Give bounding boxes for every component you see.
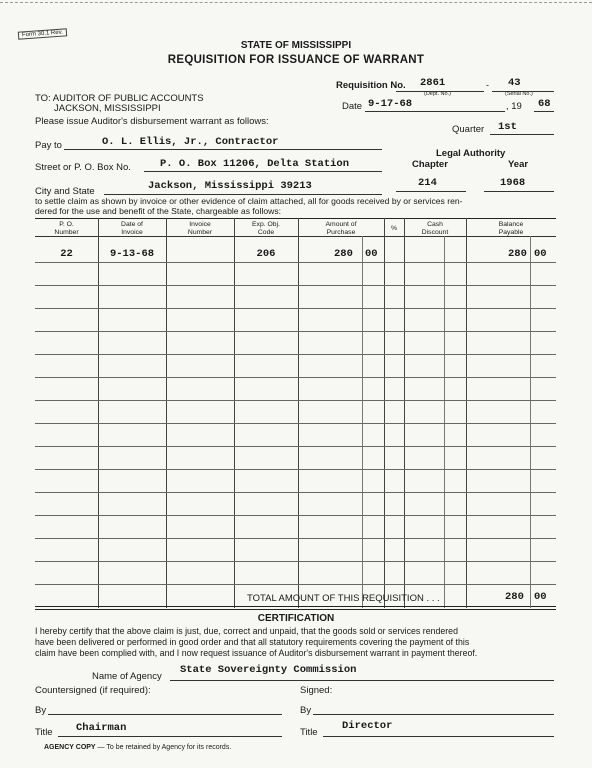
header-percent: % (390, 225, 398, 232)
agency-label: Name of Agency (92, 671, 162, 682)
requisition-label: Requisition No. (336, 80, 406, 91)
agency-value[interactable]: State Sovereignty Commission (180, 664, 357, 676)
settle-text-line1: to settle claim as shown by invoice or other evidence of claim attached, all for goods received by or services ren- (35, 196, 463, 206)
total-cents[interactable]: 00 (534, 591, 547, 603)
city-label: City and State (35, 186, 95, 197)
legal-authority-label: Legal Authority (436, 148, 506, 159)
date-year-prefix: , 19 (506, 101, 522, 112)
header-po-number: P. O. Number (54, 221, 79, 236)
by-right-label: By (300, 705, 312, 716)
footer-rest: — To be retained by Agency for its records. (95, 744, 232, 751)
row-po-number[interactable]: 22 (60, 248, 73, 260)
street-value[interactable]: P. O. Box 11206, Delta Station (160, 158, 350, 170)
serial-number[interactable]: 43 (508, 77, 521, 89)
jackson-line: JACKSON, MISSISSIPPI (54, 103, 161, 114)
dept-no-caption: (Dept. No.) (424, 91, 451, 97)
footer-bold: AGENCY COPY (44, 744, 96, 751)
by-left-line[interactable] (48, 714, 282, 715)
settle-text-line2: dered for the use and benefit of the State, chargeable as follows: (35, 206, 282, 216)
row-amount[interactable]: 280 (334, 248, 353, 260)
city-value[interactable]: Jackson, Mississippi 39213 (148, 180, 312, 192)
date-label: Date (342, 101, 363, 112)
quarter-label: Quarter (452, 124, 485, 135)
row-date-of-invoice[interactable]: 9-13-68 (109, 248, 155, 260)
top-dash-line (0, 2, 592, 3)
countersigned-label: Countersigned (if required): (35, 685, 151, 696)
footer-note (44, 744, 231, 751)
title-right-label: Title (300, 727, 318, 738)
signed-label: Signed: (300, 685, 333, 696)
row-balance-cents[interactable]: 00 (534, 248, 547, 260)
title-left-label: Title (35, 727, 53, 738)
certification-line2: have been delivered or performed in good order and that all statutory requirements covering the payment of this (35, 637, 470, 647)
certification-title: CERTIFICATION (257, 613, 335, 624)
serial-no-caption: (Serial No.) (505, 91, 533, 97)
header-exp-obj-code: Exp. Obj. Code (252, 221, 280, 236)
row-exp-obj-code[interactable]: 206 (256, 248, 276, 260)
by-right-line[interactable] (313, 714, 554, 715)
date-value[interactable]: 9-17-68 (368, 98, 413, 110)
auditor-line: TO: AUDITOR OF PUBLIC ACCOUNTS (35, 93, 204, 104)
legal-year-value[interactable]: 1968 (500, 177, 526, 189)
requisition-number[interactable]: 2861 (420, 77, 446, 89)
quarter-value[interactable]: 1st (498, 121, 517, 133)
row-amount-cents[interactable]: 00 (365, 248, 378, 260)
pay-to-value[interactable]: O. L. Ellis, Jr., Contractor (102, 136, 279, 148)
header-invoice-number: Invoice Number (187, 221, 213, 236)
header-date-of-invoice: Date of Invoice (121, 221, 143, 236)
chapter-value[interactable]: 214 (418, 177, 437, 189)
total-amount[interactable]: 280 (505, 591, 524, 603)
row-balance[interactable]: 280 (508, 248, 527, 260)
requisition-dash: - (486, 80, 489, 90)
header-balance-payable: Balance Payable (498, 221, 524, 236)
form-title: REQUISITION FOR ISSUANCE OF WARRANT (167, 54, 425, 66)
title-right-value[interactable]: Director (342, 720, 393, 732)
chapter-label: Chapter (412, 159, 448, 170)
header-amount-of-purchase: Amount of Purchase (325, 221, 357, 236)
by-left-label: By (35, 705, 47, 716)
certification-line1: I hereby certify that the above claim is just, due, correct and unpaid, that the goods sold or services rendered (35, 626, 458, 636)
date-year[interactable]: 68 (538, 98, 551, 110)
certification-line3: claim have been complied with, and I now request issuance of Auditor's disbursement warrant in payment thereof. (35, 648, 478, 658)
total-label: TOTAL AMOUNT OF THIS REQUISITION . . . (247, 593, 440, 604)
street-label: Street or P. O. Box No. (35, 162, 131, 173)
title-left-value[interactable]: Chairman (76, 722, 127, 734)
instruction-line: Please issue Auditor's disbursement warrant as follows: (35, 116, 269, 127)
header-cash-discount: Cash Discount (421, 221, 449, 236)
state-heading: STATE OF MISSISSIPPI (240, 40, 352, 51)
form-id: Form 30.1 Rev. (18, 28, 67, 39)
pay-to-label: Pay to (35, 140, 62, 151)
year-label: Year (508, 159, 529, 170)
